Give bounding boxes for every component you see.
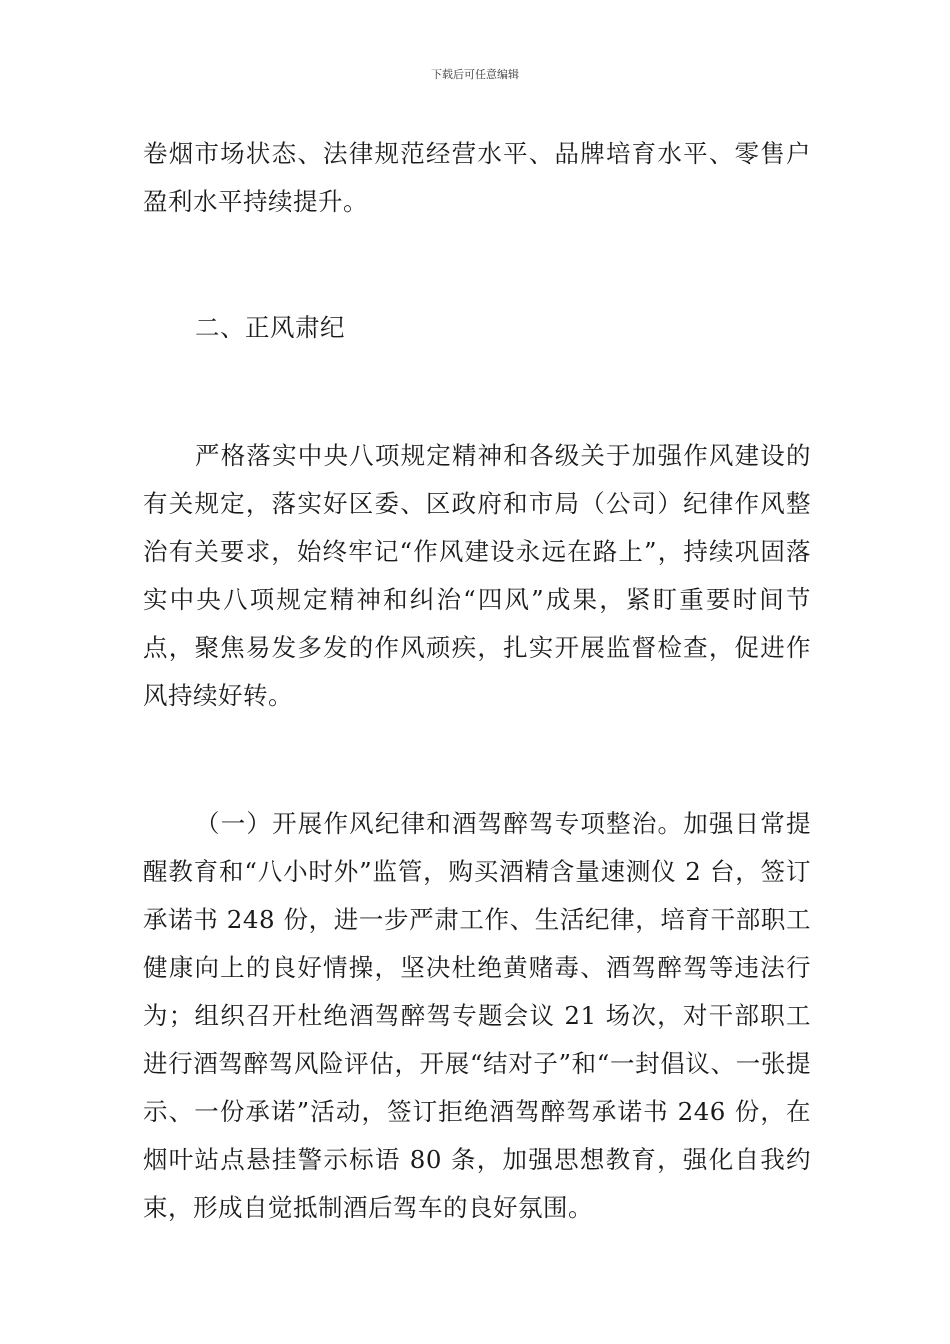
paragraph-subsection-1: （一）开展作风纪律和酒驾醉驾专项整治。加强日常提醒教育和“八小时外”监管，购买酒精含量速测仪 2 台，签订承诺书 248 份，进一步严肃工作、生活纪律，培育干部职工健康向上的良好情操，坚决杜绝黄赌毒、酒驾醉驾等违法行为；组织召开杜绝酒驾醉驾专题会议 21 场次，对干部职工进行酒驾醉驾风险评估，开展“结对子”和“一封倡议、一张提示、一份承诺”活动，签订拒绝酒驾醉驾承诺书 246 份，在烟叶站点悬挂警示标语 80 条，加强思想教育，强化自我约束，形成自觉抵制酒后驾车的良好氛围。 — [143, 809, 811, 1222]
paragraph-intro: 严格落实中央八项规定精神和各级关于加强作风建设的有关规定，落实好区委、区政府和市局（公司）纪律作风整治有关要求，始终牢记“作风建设永远在路上”，持续巩固落实中央八项规定精神和纠治“四风”成果，紧盯重要时间节点，聚焦易发多发的作风顽疾，扎实开展监督检查，促进作风持续好转。 — [143, 441, 811, 710]
page-header-note: 下载后可任意编辑 — [431, 68, 519, 81]
document-body — [143, 130, 811, 1232]
paragraph-continuation: 卷烟市场状态、法律规范经营水平、品牌培育水平、零售户盈利水平持续提升。 — [143, 139, 811, 216]
section-heading: 二、正风肃纪 — [195, 313, 345, 342]
